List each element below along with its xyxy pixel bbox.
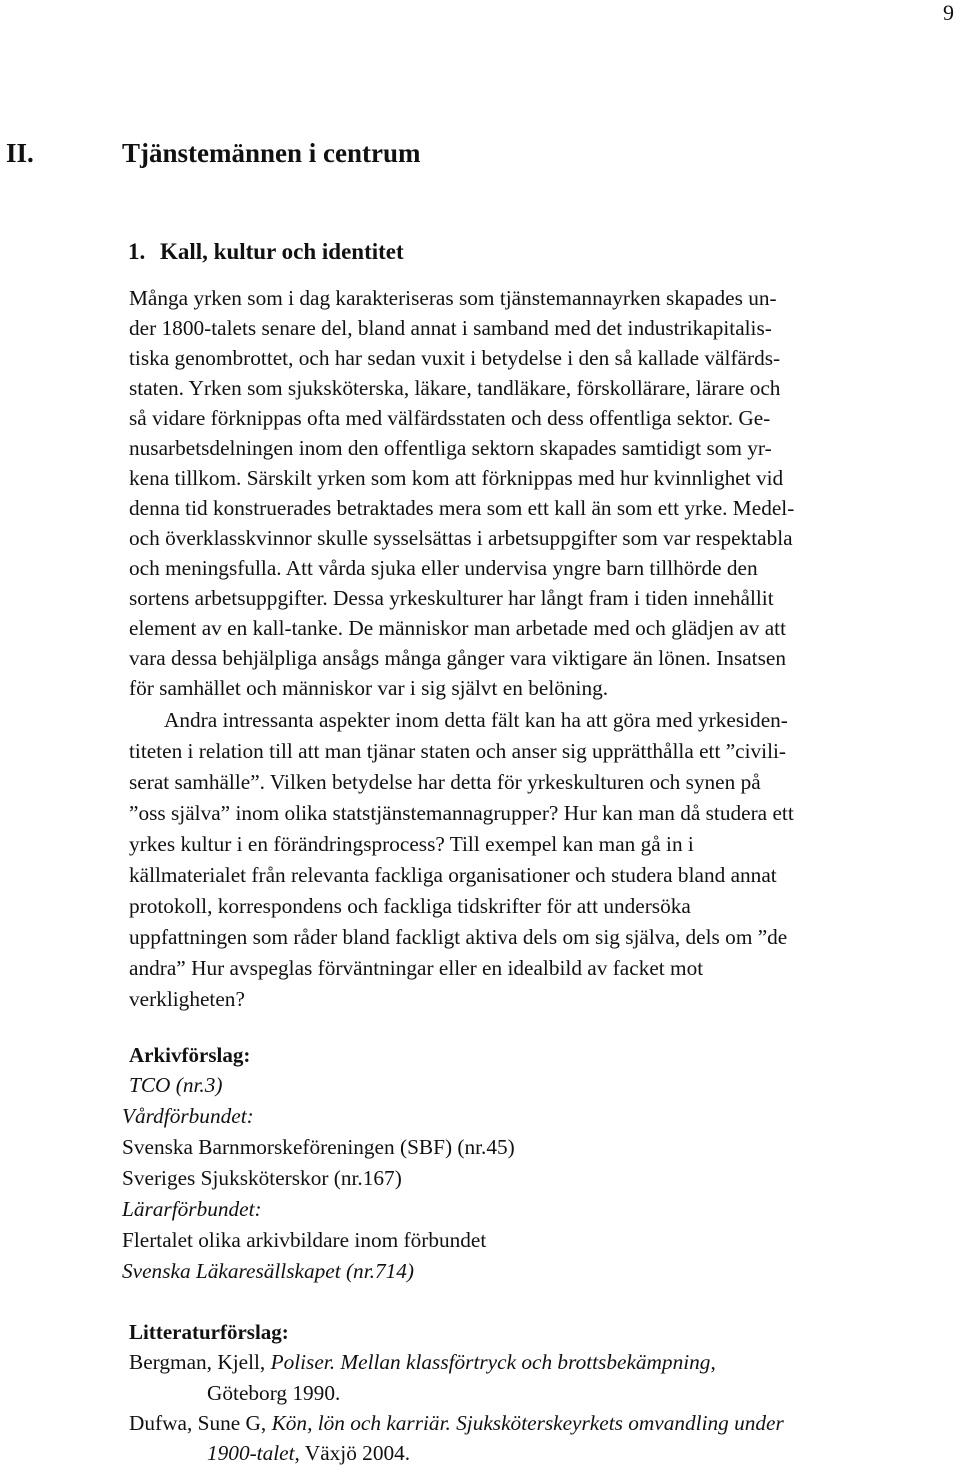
- paragraph-line: nusarbetsdelningen inom den offentliga sektorn skapades samtidigt som yr-: [129, 436, 772, 460]
- literature-reference: [129, 1411, 784, 1436]
- section-title: Kall, kultur och identitet: [160, 239, 404, 264]
- reference-publication: Göteborg 1990.: [207, 1381, 341, 1405]
- chapter-title: Tjänstemännen i centrum: [122, 138, 421, 168]
- chapter-heading: [6, 138, 421, 169]
- paragraph-line: ”oss själva” inom olika statstjänstemannagrupper? Hur kan man då studera ett: [129, 801, 794, 825]
- archive-item: TCO (nr.3): [129, 1073, 223, 1097]
- reference-author: Bergman, Kjell,: [129, 1350, 271, 1374]
- reference-title-continuation: 1900-talet: [207, 1441, 295, 1465]
- archive-item: Flertalet olika arkivbildare inom förbundet: [122, 1228, 487, 1252]
- archive-item: Vårdförbundet:: [122, 1104, 254, 1128]
- literature-reference-continuation: [207, 1381, 340, 1406]
- paragraph-line: denna tid konstruerades betraktades mera som ett kall än som ett yrke. Medel-: [129, 496, 795, 520]
- paragraph-line: vara dessa behjälpliga ansågs många gånger vara viktigare än lönen. Insatsen: [129, 646, 786, 670]
- paragraph-line: serat samhälle”. Vilken betydelse har detta för yrkeskulturen och synen på: [129, 770, 761, 794]
- page-number: 9: [943, 0, 954, 25]
- paragraph-line: andra” Hur avspeglas förväntningar eller en idealbild av facket mot: [129, 956, 704, 980]
- archive-item: Svenska Läkaresällskapet (nr.714): [122, 1259, 414, 1283]
- reference-title: Poliser. Mellan klassförtryck och brottsbekämpning: [270, 1350, 711, 1374]
- paragraph-line: tiska genombrottet, och har sedan vuxit i betydelse i den så kallade välfärds-: [129, 346, 781, 370]
- literature-reference-continuation: [207, 1441, 410, 1466]
- paragraph-line: och meningsfulla. Att vårda sjuka eller undervisa yngre barn tillhörde den: [129, 556, 758, 580]
- section-heading: [128, 239, 404, 265]
- literature-heading: Litteraturförslag:: [129, 1320, 289, 1344]
- paragraph-line: och överklasskvinnor skulle sysselsättas i arbetsuppgifter som var respektabla: [129, 526, 793, 550]
- reference-author: Dufwa, Sune G,: [129, 1411, 272, 1435]
- archive-item: Lärarförbundet:: [122, 1197, 262, 1221]
- paragraph-line: sortens arbetsuppgifter. Dessa yrkeskulturer har långt fram i tiden innehållit: [129, 586, 774, 610]
- paragraph-line: uppfattningen som råder bland fackligt aktiva dels om sig själva, dels om ”de: [129, 925, 788, 949]
- paragraph-line: der 1800-talets senare del, bland annat i samband med det industrikapitalis-: [129, 316, 772, 340]
- reference-publication: , Växjö 2004.: [294, 1441, 411, 1465]
- paragraph-line: staten. Yrken som sjuksköterska, läkare, tandläkare, förskollärare, lärare och: [129, 376, 781, 400]
- paragraph-line: kena tillkom. Särskilt yrken som kom att förknippas med hur kvinnlighet vid: [129, 466, 784, 490]
- paragraph-line: element av en kall-tanke. De människor man arbetade med och glädjen av att: [129, 616, 786, 640]
- section-number: 1.: [128, 239, 146, 264]
- archive-heading: Arkivförslag:: [129, 1043, 251, 1067]
- paragraph-line: så vidare förknippas ofta med välfärdsstaten och dess offentliga sektor. Ge-: [129, 406, 771, 430]
- chapter-number: II.: [6, 138, 34, 168]
- literature-reference: [129, 1350, 716, 1375]
- paragraph-line: Andra intressanta aspekter inom detta fält kan ha att göra med yrkesiden-: [164, 708, 788, 732]
- reference-punctuation: ,: [710, 1350, 716, 1374]
- archive-item: Sveriges Sjuksköterskor (nr.167): [122, 1166, 402, 1190]
- paragraph-line: Många yrken som i dag karakteriseras som tjänstemannayrken skapades un-: [129, 286, 777, 310]
- paragraph-line: för samhället och människor var i sig självt en belöning.: [129, 676, 609, 700]
- paragraph-line: verkligheten?: [129, 987, 245, 1011]
- paragraph-line: källmaterialet från relevanta fackliga organisationer och studera bland annat: [129, 863, 777, 887]
- paragraph-line: protokoll, korrespondens och fackliga tidskrifter för att undersöka: [129, 894, 691, 918]
- paragraph-line: yrkes kultur i en förändringsprocess? Till exempel kan man gå in i: [129, 832, 694, 856]
- archive-item: Svenska Barnmorskeföreningen (SBF) (nr.45): [122, 1135, 515, 1159]
- reference-title: Kön, lön och karriär. Sjuksköterskeyrkets omvandling under: [271, 1411, 784, 1435]
- paragraph-line: titeten i relation till att man tjänar staten och anser sig upprätthålla ett ”civili-: [129, 739, 787, 763]
